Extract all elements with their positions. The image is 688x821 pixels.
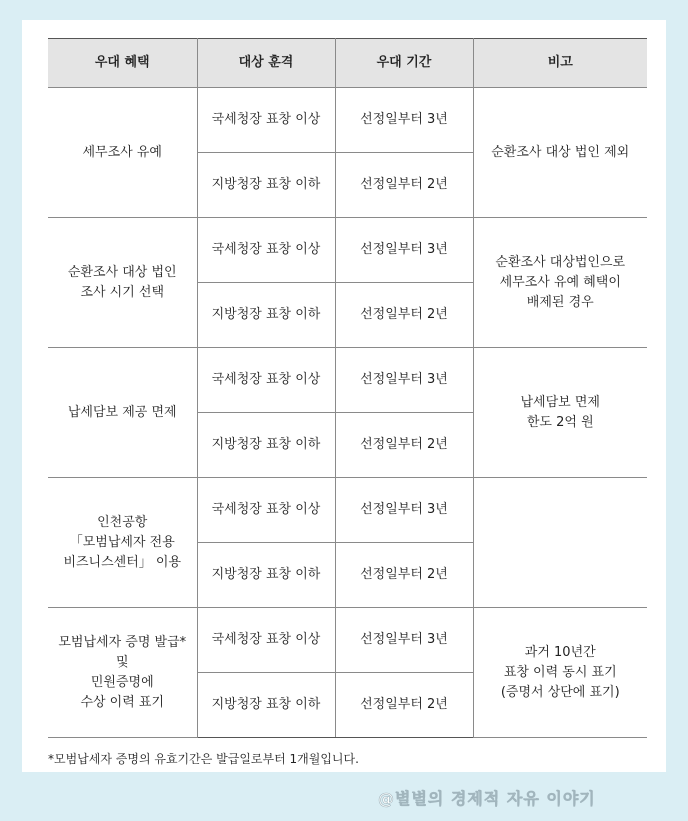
note-cell: 순환조사 대상 법인 제외 (473, 88, 647, 218)
table-row (48, 478, 647, 543)
period-cell: 선정일부터 2년 (335, 543, 473, 608)
award-cell: 지방청장 표창 이하 (197, 543, 335, 608)
table-header-row (48, 39, 647, 88)
award-cell: 국세청장 표창 이상 (197, 608, 335, 673)
benefit-cell: 세무조사 유예 (48, 88, 197, 218)
award-cell: 지방청장 표창 이하 (197, 283, 335, 348)
award-cell: 국세청장 표창 이상 (197, 348, 335, 413)
award-cell: 지방청장 표창 이하 (197, 673, 335, 738)
period-cell: 선정일부터 3년 (335, 608, 473, 673)
benefit-cell: 순환조사 대상 법인 조사 시기 선택 (48, 218, 197, 348)
note-cell (473, 478, 647, 608)
period-cell: 선정일부터 3년 (335, 478, 473, 543)
award-cell: 국세청장 표창 이상 (197, 478, 335, 543)
watermark-text: @별별의 경제적 자유 이야기 (378, 789, 596, 808)
benefit-cell: 인천공항 「모범납세자 전용 비즈니스센터」 이용 (48, 478, 197, 608)
benefit-cell: 모범납세자 증명 발급* 및 민원증명에 수상 이력 표기 (48, 608, 197, 738)
footnote: *모범납세자 증명의 유효기간은 발급일로부터 1개월입니다. (48, 752, 359, 766)
content-card (22, 20, 666, 772)
award-cell: 국세청장 표창 이상 (197, 218, 335, 283)
period-cell: 선정일부터 2년 (335, 673, 473, 738)
award-cell: 지방청장 표창 이하 (197, 153, 335, 218)
period-cell: 선정일부터 3년 (335, 348, 473, 413)
header-award: 대상 훈격 (197, 39, 335, 88)
period-cell: 선정일부터 2년 (335, 153, 473, 218)
period-cell: 선정일부터 2년 (335, 283, 473, 348)
period-cell: 선정일부터 3년 (335, 88, 473, 153)
benefit-cell: 납세담보 제공 면제 (48, 348, 197, 478)
header-benefit: 우대 혜택 (48, 39, 197, 88)
table-row (48, 218, 647, 283)
note-cell: 납세담보 면제 한도 2억 원 (473, 348, 647, 478)
note-cell: 과거 10년간 표창 이력 동시 표기 (증명서 상단에 표기) (473, 608, 647, 738)
table-row (48, 608, 647, 673)
header-note: 비고 (473, 39, 647, 88)
award-cell: 국세청장 표창 이상 (197, 88, 335, 153)
table-row (48, 348, 647, 413)
period-cell: 선정일부터 3년 (335, 218, 473, 283)
award-cell: 지방청장 표창 이하 (197, 413, 335, 478)
table-row (48, 88, 647, 153)
note-cell: 순환조사 대상법인으로 세무조사 유예 혜택이 배제된 경우 (473, 218, 647, 348)
benefits-table (48, 38, 647, 738)
header-period: 우대 기간 (335, 39, 473, 88)
period-cell: 선정일부터 2년 (335, 413, 473, 478)
